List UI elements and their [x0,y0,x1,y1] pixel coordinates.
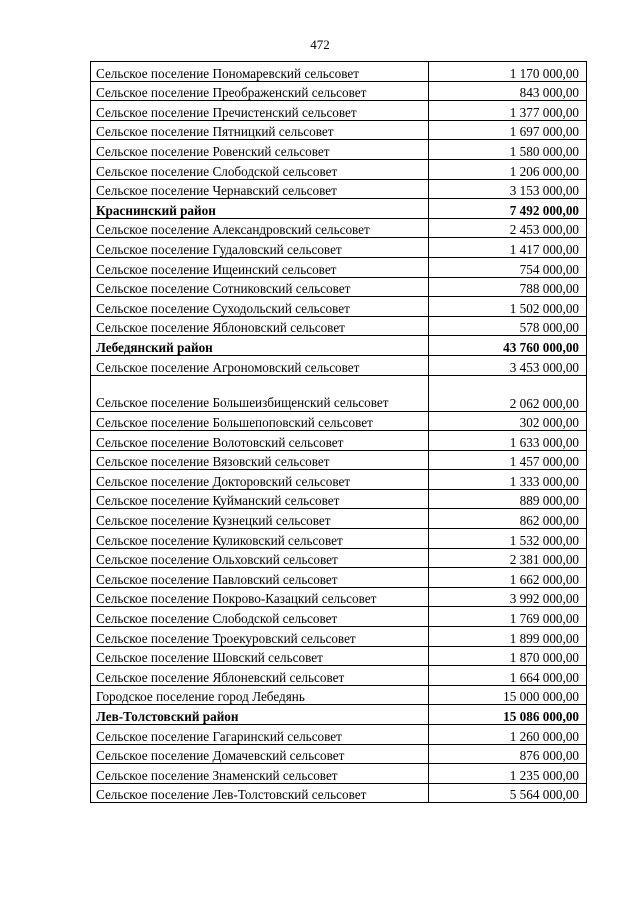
settlement-amount-cell: 1 664 000,00 [429,666,587,686]
settlement-amount-cell: 302 000,00 [429,411,587,431]
settlement-name-cell: Сельское поселение Ольховский сельсовет [91,548,429,568]
settlement-row [91,548,587,568]
district-name-cell: Краснинский район [91,199,429,219]
settlement-row [91,140,587,160]
settlement-amount-cell: 1 532 000,00 [429,529,587,549]
district-amount-cell: 15 086 000,00 [429,705,587,725]
page-number: 472 [310,37,330,52]
settlement-row [91,646,587,666]
settlement-row [91,783,587,803]
settlement-row [91,120,587,140]
settlement-row [91,529,587,549]
settlement-name-cell: Сельское поселение Докторовский сельсовет [91,470,429,490]
settlement-row [91,450,587,470]
settlement-row [91,607,587,627]
settlement-row [91,627,587,647]
settlement-row [91,316,587,336]
settlement-amount-cell: 3 453 000,00 [429,355,587,375]
settlement-name-cell: Сельское поселение Шовский сельсовет [91,646,429,666]
settlement-name-cell: Сельское поселение Гудаловский сельсовет [91,238,429,258]
settlement-row [91,489,587,509]
settlement-name-cell: Сельское поселение Преображенский сельсовет [91,81,429,101]
settlement-name-cell: Сельское поселение Александровский сельсовет [91,218,429,238]
settlement-amount-cell: 788 000,00 [429,277,587,297]
district-total-row [91,199,587,219]
settlement-amount-cell: 1 333 000,00 [429,470,587,490]
settlement-name-cell: Сельское поселение Кузнецкий сельсовет [91,509,429,529]
settlement-row [91,62,587,82]
settlement-row [91,81,587,101]
settlement-amount-cell: 3 153 000,00 [429,179,587,199]
settlement-name-cell: Сельское поселение Сотниковский сельсовет [91,277,429,297]
settlement-amount-cell: 1 502 000,00 [429,297,587,317]
settlement-row [91,431,587,451]
settlement-name-cell: Сельское поселение Покрово-Казацкий сельсовет [91,587,429,607]
settlement-amount-cell: 754 000,00 [429,257,587,277]
settlement-amount-cell: 5 564 000,00 [429,783,587,803]
settlement-name-cell: Сельское поселение Большепоповский сельсовет [91,411,429,431]
settlement-name-cell: Сельское поселение Суходольский сельсовет [91,297,429,317]
settlement-row [91,257,587,277]
settlement-amount-cell: 3 992 000,00 [429,587,587,607]
settlement-name-cell: Сельское поселение Яблоновский сельсовет [91,316,429,336]
settlement-amount-cell: 1 235 000,00 [429,764,587,784]
settlement-amount-cell: 1 662 000,00 [429,568,587,588]
settlement-amount-cell: 578 000,00 [429,316,587,336]
settlement-row [91,179,587,199]
settlement-name-cell: Городское поселение город Лебедянь [91,685,429,705]
settlement-amount-cell: 862 000,00 [429,509,587,529]
settlement-row [91,159,587,179]
settlement-name-cell: Сельское поселение Домачевский сельсовет [91,744,429,764]
settlement-name-cell: Сельское поселение Большеизбищенский сельсовет [91,375,429,411]
settlement-name-cell: Сельское поселение Павловский сельсовет [91,568,429,588]
district-amount-cell: 43 760 000,00 [429,336,587,356]
settlement-amount-cell: 2 453 000,00 [429,218,587,238]
district-amount-cell: 7 492 000,00 [429,199,587,219]
settlement-row [91,411,587,431]
settlement-row [91,587,587,607]
settlement-name-cell: Сельское поселение Слободской сельсовет [91,159,429,179]
settlement-amount-cell: 876 000,00 [429,744,587,764]
settlement-amount-cell: 843 000,00 [429,81,587,101]
settlement-name-cell: Сельское поселение Гагаринский сельсовет [91,725,429,745]
settlement-row [91,764,587,784]
settlement-row [91,277,587,297]
settlement-amount-cell: 1 206 000,00 [429,159,587,179]
settlement-name-cell: Сельское поселение Пономаревский сельсовет [91,62,429,82]
settlement-name-cell: Сельское поселение Слободской сельсовет [91,607,429,627]
settlement-name-cell: Сельское поселение Чернавский сельсовет [91,179,429,199]
settlement-amount-cell: 1 899 000,00 [429,627,587,647]
settlement-name-cell: Сельское поселение Куйманский сельсовет [91,489,429,509]
settlement-row [91,297,587,317]
settlement-name-cell: Сельское поселение Вязовский сельсовет [91,450,429,470]
settlement-amount-cell: 1 697 000,00 [429,120,587,140]
settlement-amount-cell: 889 000,00 [429,489,587,509]
settlement-row [91,744,587,764]
district-name-cell: Лев-Толстовский район [91,705,429,725]
settlement-name-cell: Сельское поселение Лев-Толстовский сельсовет [91,783,429,803]
settlement-amount-cell: 1 377 000,00 [429,101,587,121]
allocation-table [90,61,587,803]
settlement-row [91,685,587,705]
settlement-name-cell: Сельское поселение Пречистенский сельсовет [91,101,429,121]
district-total-row [91,336,587,356]
settlement-row [91,101,587,121]
settlement-name-cell: Сельское поселение Знаменский сельсовет [91,764,429,784]
settlement-amount-cell: 1 580 000,00 [429,140,587,160]
settlement-name-cell: Сельское поселение Троекуровский сельсовет [91,627,429,647]
settlement-name-cell: Сельское поселение Ровенский сельсовет [91,140,429,160]
settlement-name-cell: Сельское поселение Пятницкий сельсовет [91,120,429,140]
settlement-row [91,725,587,745]
allocation-table-body [91,62,587,803]
settlement-row [91,218,587,238]
settlement-name-cell: Сельское поселение Ищеинский сельсовет [91,257,429,277]
settlement-amount-cell: 1 260 000,00 [429,725,587,745]
settlement-row [91,238,587,258]
settlement-amount-cell: 1 870 000,00 [429,646,587,666]
settlement-amount-cell: 1 417 000,00 [429,238,587,258]
settlement-row [91,568,587,588]
settlement-row [91,355,587,375]
settlement-row [91,509,587,529]
settlement-name-cell: Сельское поселение Волотовский сельсовет [91,431,429,451]
district-total-row [91,705,587,725]
settlement-amount-cell: 2 381 000,00 [429,548,587,568]
settlement-amount-cell: 1 769 000,00 [429,607,587,627]
settlement-amount-cell: 1 170 000,00 [429,62,587,82]
settlement-amount-cell: 2 062 000,00 [429,375,587,411]
district-name-cell: Лебедянский район [91,336,429,356]
settlement-row [91,666,587,686]
settlement-name-cell: Сельское поселение Агрономовский сельсовет [91,355,429,375]
settlement-name-cell: Сельское поселение Яблоневский сельсовет [91,666,429,686]
settlement-amount-cell: 1 633 000,00 [429,431,587,451]
settlement-amount-cell: 1 457 000,00 [429,450,587,470]
settlement-row [91,470,587,490]
settlement-name-cell: Сельское поселение Куликовский сельсовет [91,529,429,549]
settlement-amount-cell: 15 000 000,00 [429,685,587,705]
settlement-row [91,375,587,411]
